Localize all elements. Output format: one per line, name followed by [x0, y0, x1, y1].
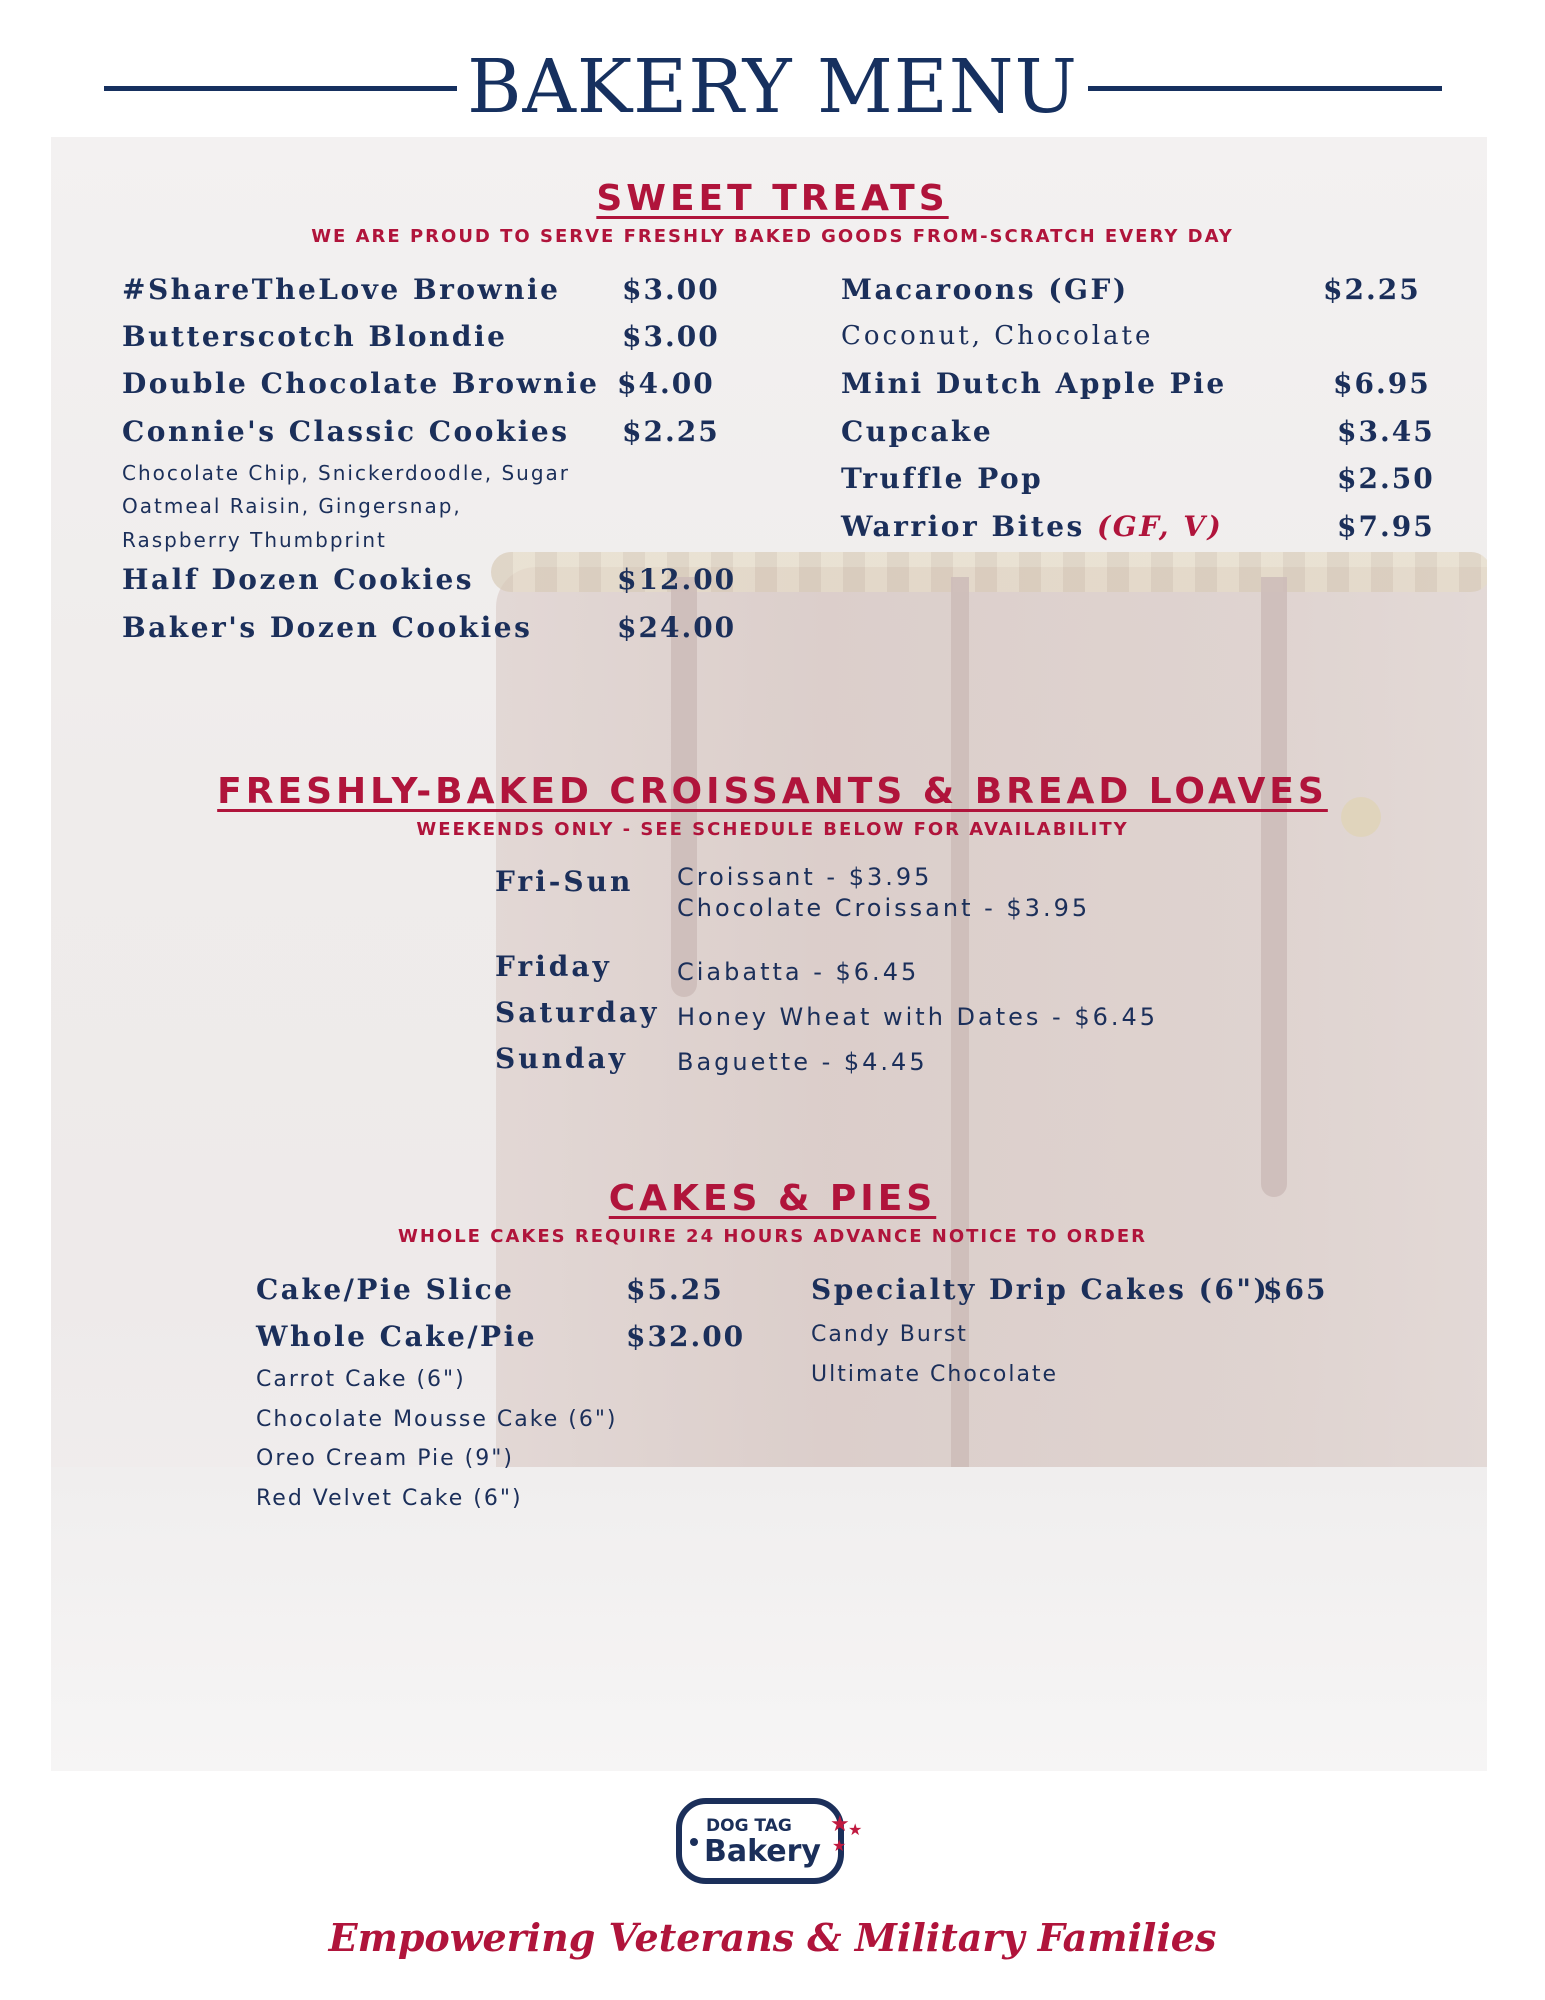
menu-item-name: Butterscotch Blondie	[122, 320, 508, 353]
menu-item-price: $24.00	[617, 611, 737, 644]
bread-item: Chocolate Croissant - $3.95	[677, 894, 1091, 922]
whole-cake-option: Oreo Cream Pie (9")	[256, 1446, 514, 1471]
menu-item-price: $5.25	[626, 1273, 724, 1306]
bread-item: Ciabatta - $6.45	[677, 958, 920, 986]
star-icon: ★	[832, 1838, 847, 1855]
menu-item-price: $65	[1263, 1273, 1328, 1306]
dog-tag-bakery-logo	[676, 1798, 847, 1884]
menu-item-name: Cupcake	[841, 415, 994, 448]
menu-item-price: $3.00	[622, 273, 720, 306]
bread-item: Honey Wheat with Dates - $6.45	[677, 1003, 1159, 1031]
menu-item-name: Cake/Pie Slice	[256, 1273, 515, 1306]
menu-item-label: Warrior Bites	[841, 510, 1085, 543]
dietary-tag: (GF, V)	[1097, 510, 1224, 543]
section-subtitle-bread: WEEKENDS ONLY - SEE SCHEDULE BELOW FOR AVAILABILITY	[416, 819, 1129, 840]
chocolate-drip	[951, 577, 969, 1577]
section-title-cakes: CAKES & PIES	[608, 1178, 937, 1219]
menu-item-name: Baker's Dozen Cookies	[122, 611, 533, 644]
menu-item-price: $2.25	[622, 415, 720, 448]
schedule-day: Saturday	[495, 996, 660, 1029]
menu-item-price: $6.95	[1333, 367, 1431, 400]
cookie-flavors-line: Raspberry Thumbprint	[122, 528, 387, 552]
whole-cake-option: Chocolate Mousse Cake (6")	[256, 1407, 618, 1432]
logo-text-line1: DOG TAG	[706, 1816, 792, 1836]
specialty-cake-option: Candy Burst	[811, 1322, 968, 1347]
menu-item-price: $2.50	[1337, 462, 1435, 495]
schedule-day: Sunday	[495, 1042, 628, 1075]
logo-text-line2: Bakery	[704, 1834, 821, 1869]
menu-item-price: $12.00	[617, 563, 737, 596]
menu-item-name	[841, 510, 1223, 543]
star-icon: ★	[848, 1822, 863, 1839]
section-subtitle-cakes: WHOLE CAKES REQUIRE 24 HOURS ADVANCE NOTICE TO ORDER	[397, 1226, 1148, 1247]
tagline: Empowering Veterans & Military Families	[328, 1915, 1217, 1960]
menu-item-price: $3.00	[622, 320, 720, 353]
macaroon-flavors: Coconut, Chocolate	[841, 321, 1154, 351]
star-icon: ★	[830, 1811, 850, 1836]
bread-item: Croissant - $3.95	[677, 863, 933, 891]
menu-item-name: Double Chocolate Brownie	[122, 367, 600, 400]
menu-item-name: #ShareTheLove Brownie	[122, 273, 561, 306]
menu-item-name: Macaroons (GF)	[841, 273, 1129, 306]
section-subtitle-sweet-treats: WE ARE PROUD TO SERVE FRESHLY BAKED GOODS FROM-SCRATCH EVERY DAY	[311, 226, 1234, 247]
menu-item-name: Mini Dutch Apple Pie	[841, 367, 1227, 400]
menu-item-name: Connie's Classic Cookies	[122, 415, 570, 448]
menu-item-name: Truffle Pop	[841, 462, 1044, 495]
logo-dot	[690, 1838, 698, 1846]
menu-item-price: $32.00	[626, 1320, 746, 1353]
section-title-bread: FRESHLY-BAKED CROISSANTS & BREAD LOAVES	[217, 771, 1328, 812]
section-title-sweet-treats: SWEET TREATS	[596, 178, 949, 219]
menu-item-price: $4.00	[617, 367, 715, 400]
menu-item-name: Half Dozen Cookies	[122, 563, 475, 596]
cookie-flavors-line: Oatmeal Raisin, Gingersnap,	[122, 494, 462, 518]
menu-item-price: $7.95	[1337, 510, 1435, 543]
schedule-day: Friday	[495, 950, 612, 983]
whole-cake-option: Carrot Cake (6")	[256, 1367, 466, 1392]
chocolate-drip	[1261, 577, 1287, 1197]
whole-cake-option: Red Velvet Cake (6")	[256, 1486, 523, 1511]
specialty-cake-option: Ultimate Chocolate	[811, 1362, 1059, 1387]
menu-item-name: Specialty Drip Cakes (6")	[811, 1273, 1270, 1306]
menu-item-price: $2.25	[1323, 273, 1421, 306]
menu-item-name: Whole Cake/Pie	[256, 1320, 538, 1353]
page-title: BAKERY MENU	[0, 42, 1545, 132]
schedule-day: Fri-Sun	[495, 865, 634, 898]
bread-item: Baguette - $4.45	[677, 1048, 928, 1076]
cookie-flavors-line: Chocolate Chip, Snickerdoodle, Sugar	[122, 461, 570, 485]
menu-item-price: $3.45	[1337, 415, 1435, 448]
cake-plate	[51, 1467, 1487, 1771]
